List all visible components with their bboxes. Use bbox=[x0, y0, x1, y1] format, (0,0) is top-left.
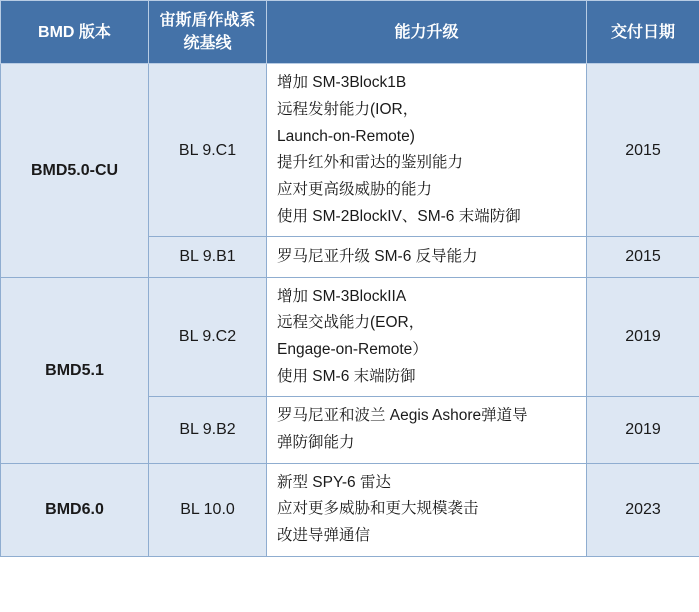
capability-line: 罗马尼亚升级 SM-6 反导能力 bbox=[277, 247, 478, 265]
table-row bbox=[1, 64, 699, 237]
cell-aegis-baseline: BL 10.0 bbox=[149, 463, 267, 556]
capability-line: 新型 SPY-6 雷达 bbox=[277, 473, 391, 491]
capability-line: 改进导弹通信 bbox=[277, 527, 371, 545]
capability-line: 增加 SM-3BlockIIA bbox=[277, 287, 407, 305]
cell-aegis-baseline: BL 9.B1 bbox=[149, 237, 267, 278]
capability-line: 应对更高级威胁的能力 bbox=[277, 181, 433, 198]
capability-line: Engage-on-Remote） bbox=[277, 341, 428, 359]
capability-line: 远程交战能力(EOR， bbox=[277, 314, 425, 332]
capability-line: 使用 SM-6 末端防御 bbox=[277, 367, 416, 385]
cell-delivery-date: 2019 bbox=[587, 277, 699, 397]
column-header-bmd-version: BMD 版本 bbox=[1, 1, 149, 64]
cell-delivery-date: 2019 bbox=[587, 397, 699, 463]
table-header bbox=[1, 1, 699, 64]
table-row bbox=[1, 277, 699, 397]
cell-aegis-baseline: BL 9.C1 bbox=[149, 64, 267, 237]
cell-capability-upgrade bbox=[267, 64, 587, 237]
column-header-aegis-baseline: 宙斯盾作战系统基线 bbox=[149, 1, 267, 64]
table-header-row bbox=[1, 1, 699, 64]
capability-line: 罗马尼亚和波兰 Aegis Ashore弹道导 bbox=[277, 407, 528, 425]
capability-line: 增加 SM-3Block1B bbox=[277, 74, 407, 92]
cell-aegis-baseline: BL 9.B2 bbox=[149, 397, 267, 463]
capability-line: 使用 SM-2BlockIV、SM-6 末端防御 bbox=[277, 207, 521, 225]
cell-delivery-date: 2015 bbox=[587, 237, 699, 278]
column-header-capability-upgrade: 能力升级 bbox=[267, 1, 587, 64]
cell-capability-upgrade bbox=[267, 463, 587, 556]
cell-delivery-date: 2023 bbox=[587, 463, 699, 556]
capability-line: 应对更多威胁和更大规模袭击 bbox=[277, 500, 479, 518]
cell-bmd-version: BMD5.1 bbox=[1, 277, 149, 463]
cell-capability-upgrade bbox=[267, 397, 587, 463]
cell-bmd-version: BMD6.0 bbox=[1, 463, 149, 556]
capability-line: 远程发射能力(IOR， bbox=[277, 101, 419, 119]
capability-line: 提升红外和雷达的鉴别能力 bbox=[277, 154, 464, 172]
capability-line: 弹防御能力 bbox=[277, 434, 355, 452]
cell-delivery-date: 2015 bbox=[587, 64, 699, 237]
table-row bbox=[1, 463, 699, 556]
table-body bbox=[1, 64, 699, 556]
cell-aegis-baseline: BL 9.C2 bbox=[149, 277, 267, 397]
cell-bmd-version: BMD5.0-CU bbox=[1, 64, 149, 277]
column-header-delivery-date: 交付日期 bbox=[587, 1, 699, 64]
cell-capability-upgrade bbox=[267, 277, 587, 397]
capability-line: Launch-on-Remote) bbox=[277, 127, 415, 145]
cell-capability-upgrade bbox=[267, 237, 587, 278]
